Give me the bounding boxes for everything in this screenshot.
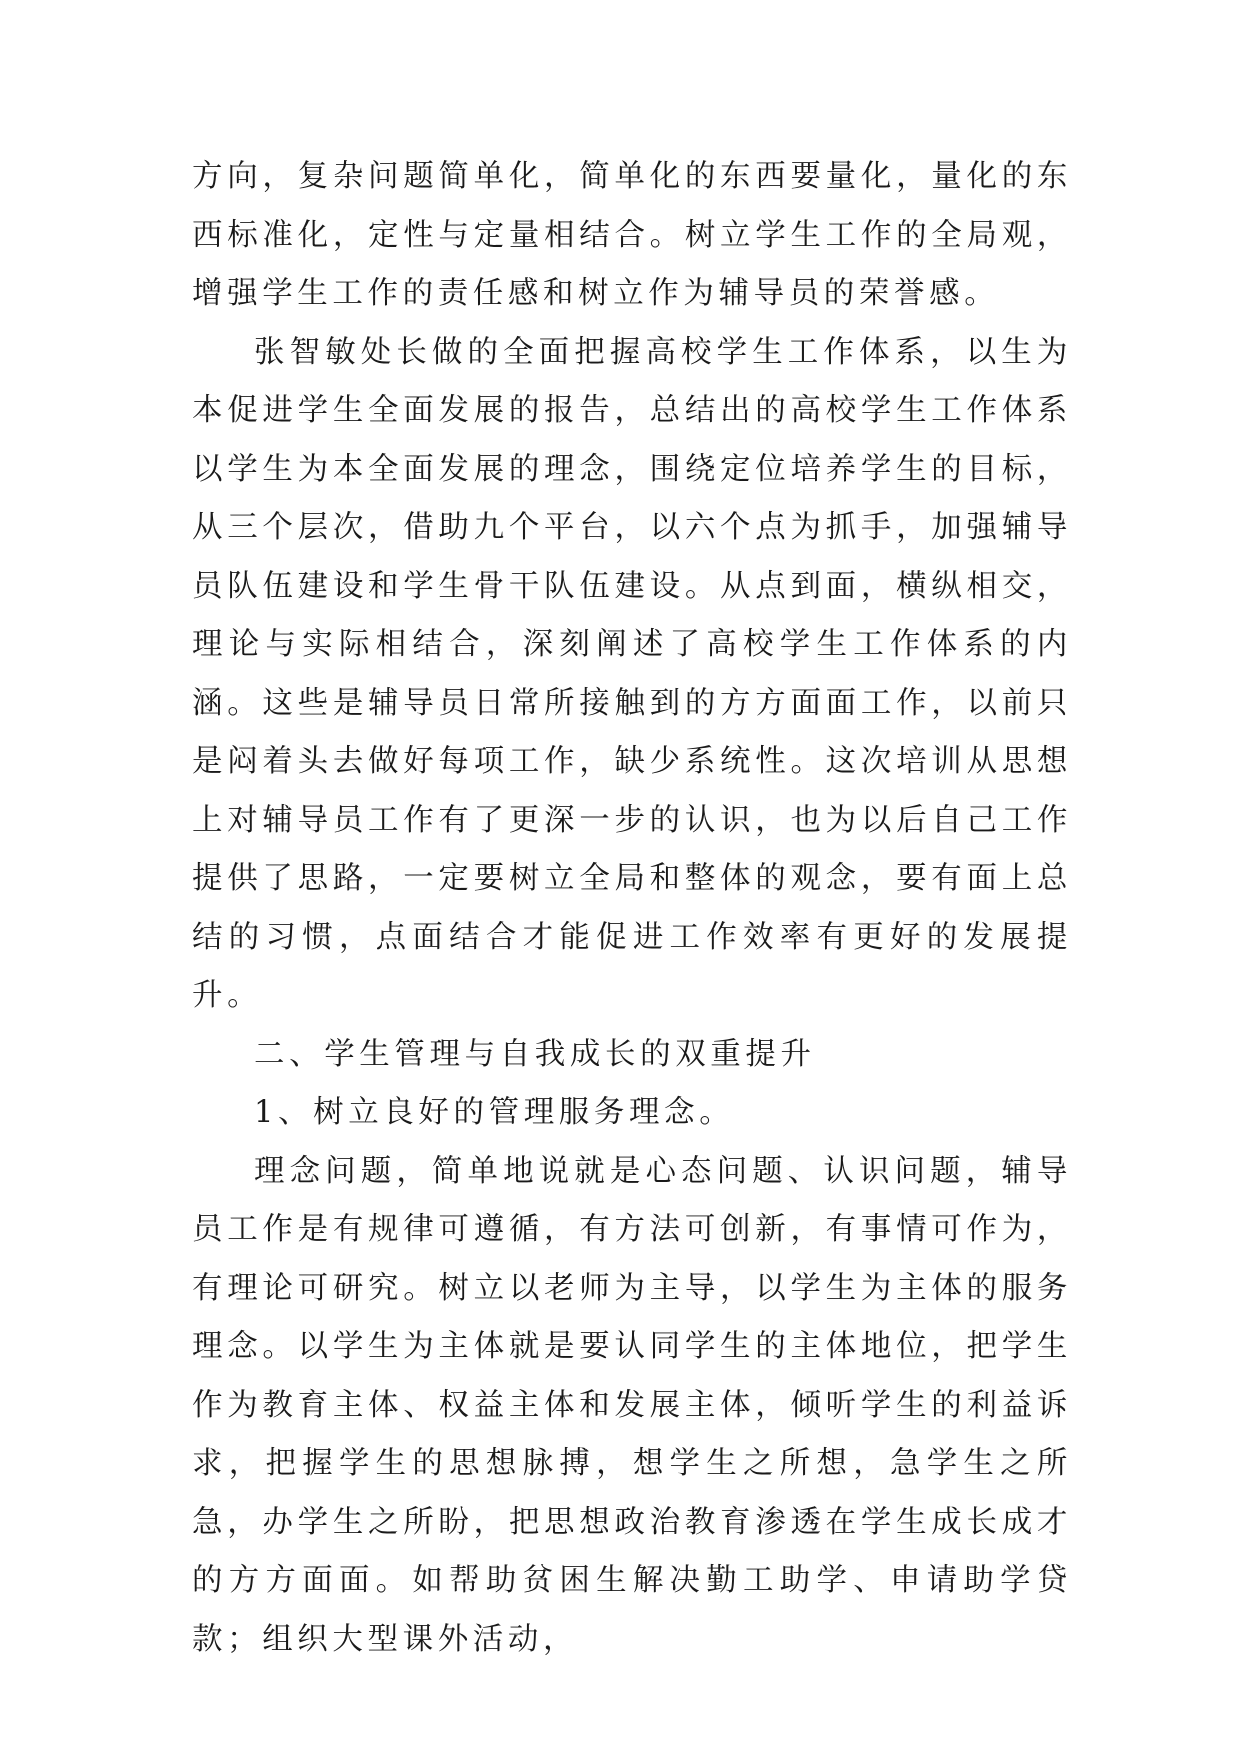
document-body: [192, 148, 1072, 1669]
section-heading-management-growth: 二、学生管理与自我成长的双重提升: [254, 1036, 816, 1072]
paragraph-director-report: 张智敏处长做的全面把握高校学生工作体系，以生为本促进学生全面发展的报告，总结出的高校学生工作体系以学生为本全面发展的理念，围绕定位培养学生的目标，从三个层次，借助九个平台，以六个点为抓手，加强辅导员队伍建设和学生骨干队伍建设。从点到面，横纵相交，理论与实际相结合，深刻阐述了高校学生工作体系的内涵。这些是辅导员日常所接触到的方方面面工作，以前只是闷着头去做好每项工作，缺少系统性。这次培训从思想上对辅导员工作有了更深一步的认识，也为以后自己工作提供了思路，一定要树立全局和整体的观念，要有面上总结的习惯，点面结合才能促进工作效率有更好的发展提升。: [192, 334, 1072, 1013]
subheading-service-concept: 1、树立良好的管理服务理念。: [254, 1095, 735, 1130]
paragraph-concept-issues: 理念问题，简单地说就是心态问题、认识问题，辅导员工作是有规律可遵循，有方法可创新，有事情可作为，有理论可研究。树立以老师为主导，以学生为主体的服务理念。以学生为主体就是要认同学生的主体地位，把学生作为教育主体、权益主体和发展主体，倾听学生的利益诉求，把握学生的思想脉搏，想学生之所想，急学生之所急，办学生之所盼，把思想政治教育渗透在学生成长成才的方方面面。如帮助贫困生解决勤工助学、申请助学贷款；组织大型课外活动，: [192, 1153, 1072, 1657]
paragraph-standards: 方向，复杂问题简单化，简单化的东西要量化，量化的东西标准化，定性与定量相结合。树立学生工作的全局观，增强学生工作的责任感和树立作为辅导员的荣誉感。: [192, 159, 1072, 311]
